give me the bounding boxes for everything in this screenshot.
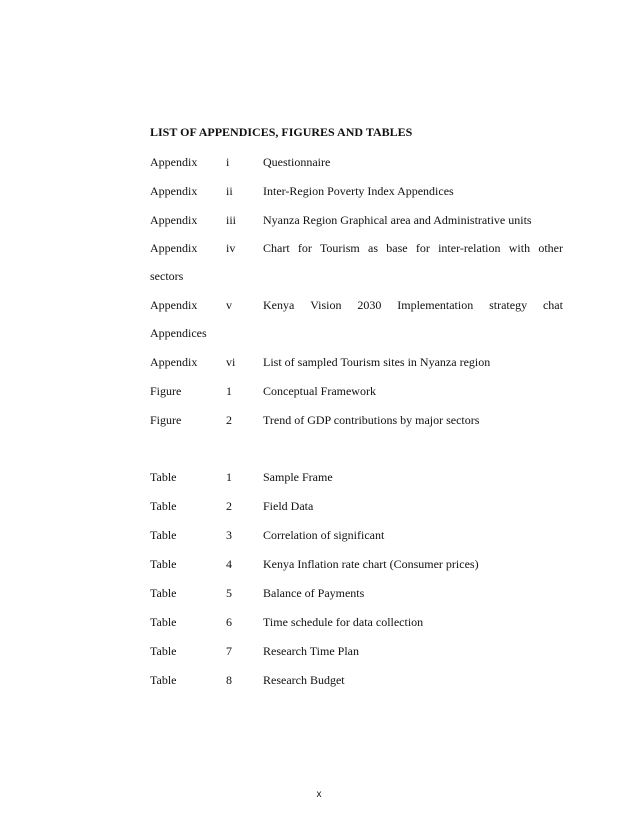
entry-type: Table xyxy=(150,586,177,600)
entry-description: Chart for Tourism as base for inter-relation with other xyxy=(263,241,563,255)
entry-number: 2 xyxy=(226,499,232,513)
list-item xyxy=(0,413,638,429)
entry-type: Figure xyxy=(150,413,182,427)
entry-type: Table xyxy=(150,615,177,629)
entry-number: 1 xyxy=(226,384,232,398)
entry-number: 8 xyxy=(226,673,232,687)
entry-word: strategy xyxy=(489,298,528,312)
entry-description: Questionnaire xyxy=(263,155,331,169)
entry-type: Appendix xyxy=(150,155,198,169)
entry-type: Appendix xyxy=(150,241,198,255)
page-number: x xyxy=(316,789,322,800)
entry-type: Table xyxy=(150,557,177,571)
entry-number: 4 xyxy=(226,557,232,571)
list-item xyxy=(0,615,638,631)
entry-type: Appendix xyxy=(150,213,198,227)
list-item xyxy=(0,184,638,200)
entry-type: Table xyxy=(150,673,177,687)
entry-number: vi xyxy=(226,355,236,369)
entry-description: Research Time Plan xyxy=(263,644,359,658)
list-item xyxy=(0,241,638,257)
list-item xyxy=(0,557,638,573)
entry-description: Inter-Region Poverty Index Appendices xyxy=(263,184,454,198)
list-item xyxy=(0,213,638,229)
entry-number: 6 xyxy=(226,615,232,629)
entry-description: Field Data xyxy=(263,499,314,513)
entry-type: Table xyxy=(150,528,177,542)
entry-description-continuation: sectors xyxy=(150,269,184,283)
entry-description-continuation: Appendices xyxy=(150,326,207,340)
entry-description: Time schedule for data collection xyxy=(263,615,424,629)
list-item xyxy=(0,644,638,660)
list-item xyxy=(0,586,638,602)
entry-type: Table xyxy=(150,470,177,484)
entry-type: Appendix xyxy=(150,184,198,198)
entry-number: 1 xyxy=(226,470,232,484)
entry-number: iii xyxy=(226,213,237,227)
entry-word: chat xyxy=(542,298,563,312)
list-item xyxy=(0,298,638,314)
entry-description: Sample Frame xyxy=(263,470,333,484)
entry-type: Table xyxy=(150,499,177,513)
entry-description: List of sampled Tourism sites in Nyanza region xyxy=(263,355,491,369)
entry-description: Conceptual Framework xyxy=(263,384,376,398)
entry-word: Implementation xyxy=(397,298,474,312)
entry-description: Correlation of significant xyxy=(263,528,385,542)
entry-number: ii xyxy=(226,184,233,198)
entry-type: Appendix xyxy=(150,298,198,312)
entry-number: 5 xyxy=(226,586,232,600)
entry-number: 7 xyxy=(226,644,232,658)
entry-description: Nyanza Region Graphical area and Administrative units xyxy=(263,213,532,227)
entry-word: Vision xyxy=(310,298,342,312)
entry-word: Kenya xyxy=(263,298,295,312)
entry-number: iv xyxy=(226,241,236,255)
entry-description: Research Budget xyxy=(263,673,345,687)
entry-type: Appendix xyxy=(150,355,198,369)
list-item xyxy=(0,673,638,689)
list-item xyxy=(0,528,638,544)
entry-type: Table xyxy=(150,644,177,658)
entry-number: v xyxy=(226,298,232,312)
entry-description: Balance of Payments xyxy=(263,586,365,600)
page-title: LIST OF APPENDICES, FIGURES AND TABLES xyxy=(150,125,413,139)
entry-number: 2 xyxy=(226,413,232,427)
entry-type: Figure xyxy=(150,384,182,398)
entry-description: Kenya Inflation rate chart (Consumer prices) xyxy=(263,557,479,571)
entry-number: 3 xyxy=(226,528,232,542)
entry-description: Trend of GDP contributions by major sectors xyxy=(263,413,480,427)
list-item xyxy=(0,155,638,171)
entry-number: i xyxy=(226,155,230,169)
list-item xyxy=(0,384,638,400)
entry-word: 2030 xyxy=(357,298,382,312)
list-item xyxy=(0,499,638,515)
list-item xyxy=(0,470,638,486)
list-item xyxy=(0,355,638,371)
entry-description xyxy=(263,298,563,313)
